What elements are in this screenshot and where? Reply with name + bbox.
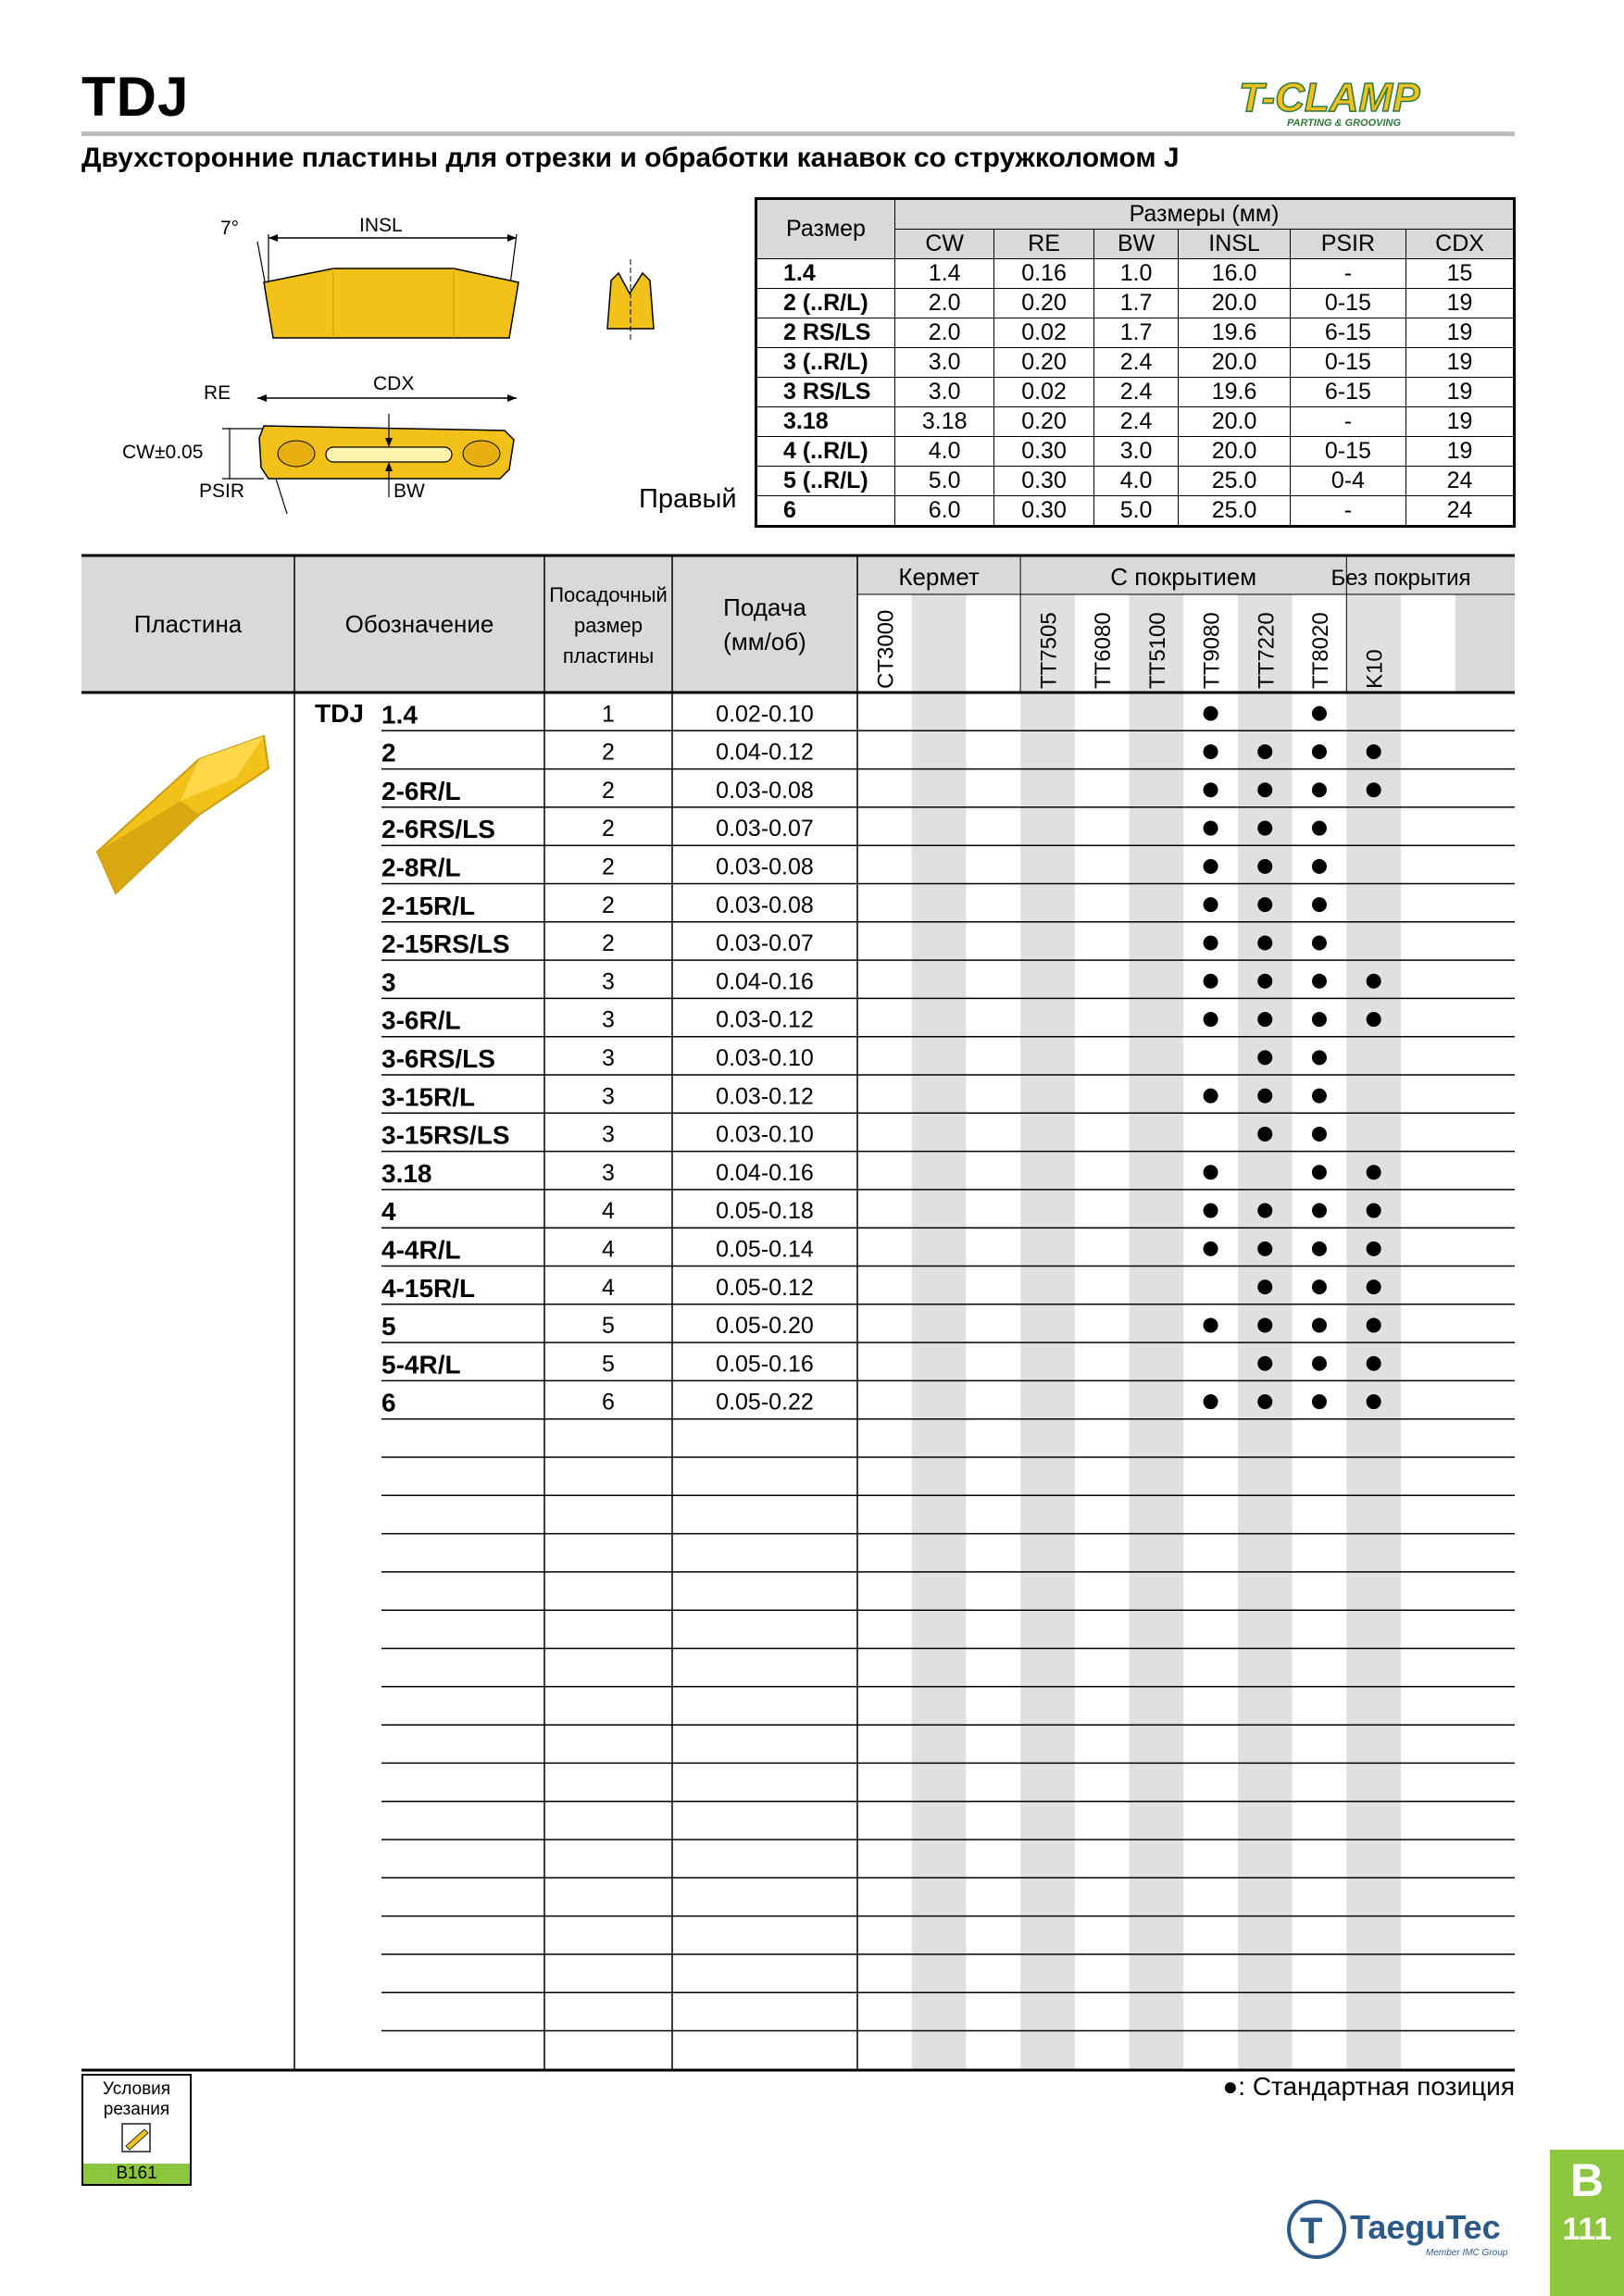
dim-value: 0.30 — [994, 496, 1093, 527]
header-coated: С покрытием — [1110, 563, 1257, 591]
dim-col-header: CW — [895, 230, 994, 259]
availability-dot — [1312, 1204, 1327, 1218]
dim-value: 1.0 — [1093, 259, 1179, 289]
designation-code: 6 — [381, 1388, 396, 1417]
availability-dot — [1257, 1127, 1272, 1142]
feed-range: 0.05-0.12 — [716, 1274, 814, 1301]
dim-size: 3 RS/LS — [756, 378, 895, 407]
availability-dot — [1312, 1317, 1327, 1332]
dim-value: 20.0 — [1179, 348, 1290, 378]
dim-value: 19.6 — [1179, 318, 1290, 348]
availability-dot — [1257, 974, 1272, 989]
dim-value: 2.0 — [895, 318, 994, 348]
dim-size: 2 (..R/L) — [756, 289, 895, 318]
dim-value: 0.20 — [994, 348, 1093, 378]
header-uncoated: Без покрытия — [1330, 566, 1471, 591]
dim-size: 3.18 — [756, 407, 895, 437]
seat-size: 2 — [602, 739, 615, 766]
dim-value: 6-15 — [1290, 318, 1405, 348]
designation-code: 2-6R/L — [381, 776, 461, 805]
dim-value: 2.4 — [1093, 407, 1179, 437]
dim-value: 0-15 — [1290, 348, 1405, 378]
dim-value: 1.7 — [1093, 318, 1179, 348]
seat-size: 5 — [602, 1351, 615, 1378]
availability-dot — [1312, 821, 1327, 836]
header-feed: (мм/об) — [723, 628, 806, 655]
dim-value: 4.0 — [1093, 467, 1179, 496]
dim-value: 19 — [1406, 289, 1515, 318]
availability-dot — [1312, 1089, 1327, 1104]
feed-range: 0.04-0.16 — [716, 1159, 814, 1186]
dim-value: 0.16 — [994, 259, 1093, 289]
grade-label: TT7220 — [1254, 612, 1280, 689]
dim-value: - — [1290, 496, 1405, 527]
dim-value: 19 — [1406, 348, 1515, 378]
availability-dot — [1312, 1242, 1327, 1256]
availability-dot — [1204, 974, 1218, 989]
dim-value: - — [1290, 259, 1405, 289]
svg-text:T: T — [1300, 2211, 1323, 2252]
hand-label: Правый — [639, 484, 737, 514]
dim-value: 5.0 — [1093, 496, 1179, 527]
dim-value: 0-4 — [1290, 467, 1405, 496]
size-header: Размер — [756, 199, 895, 259]
dim-value: 20.0 — [1179, 407, 1290, 437]
feed-range: 0.05-0.14 — [716, 1236, 814, 1263]
logo-subtext: PARTING & GROOVING — [1287, 118, 1402, 129]
seat-size: 4 — [602, 1198, 615, 1225]
availability-dot — [1257, 1242, 1272, 1256]
feed-range: 0.03-0.10 — [716, 1045, 814, 1071]
dim-value: 3.0 — [1093, 437, 1179, 467]
seat-size: 2 — [602, 816, 615, 842]
header-seat: Посадочный — [549, 583, 668, 606]
availability-dot — [1312, 897, 1327, 912]
seat-size: 1 — [602, 701, 615, 728]
feed-range: 0.03-0.08 — [716, 854, 814, 880]
availability-dot — [1312, 935, 1327, 950]
conditions-ref: B161 — [83, 2164, 190, 2184]
designation-code: 3-6RS/LS — [381, 1044, 495, 1073]
dim-size: 2 RS/LS — [756, 318, 895, 348]
page-subtitle: Двухсторонние пластины для отрезки и обработки канавок со стружколомом J — [81, 143, 1180, 173]
designation-code: 2-8R/L — [381, 853, 461, 882]
dim-value: 16.0 — [1179, 259, 1290, 289]
seat-size: 3 — [602, 1083, 615, 1110]
grade-stripe — [1020, 594, 1075, 2070]
feed-range: 0.04-0.16 — [716, 968, 814, 995]
designation-code: 3-15R/L — [381, 1082, 476, 1112]
availability-dot — [1257, 782, 1272, 797]
feed-range: 0.03-0.10 — [716, 1121, 814, 1148]
dim-col-header: PSIR — [1290, 230, 1405, 259]
designation-code: 1.4 — [381, 700, 418, 730]
availability-dot — [1312, 706, 1327, 721]
dim-value: 0.20 — [994, 289, 1093, 318]
cutting-conditions-link[interactable] — [81, 2074, 192, 2186]
conditions-label: Условия резания — [102, 2079, 171, 2119]
feed-range: 0.03-0.07 — [716, 816, 814, 842]
dim-col-header: CDX — [1406, 230, 1515, 259]
seat-size: 2 — [602, 777, 615, 804]
availability-dot — [1257, 1394, 1272, 1409]
dim-size: 6 — [756, 496, 895, 527]
availability-dot — [1204, 859, 1218, 874]
re-label: RE — [204, 382, 231, 404]
dim-size: 3 (..R/L) — [756, 348, 895, 378]
dim-value: 3.18 — [895, 407, 994, 437]
availability-dot — [1204, 935, 1218, 950]
brand-name: TaeguTec — [1350, 2208, 1501, 2246]
seat-size: 3 — [602, 1121, 615, 1148]
dim-value: 20.0 — [1179, 289, 1290, 318]
dim-value: 0-15 — [1290, 437, 1405, 467]
dim-value: 1.7 — [1093, 289, 1179, 318]
dim-value: - — [1290, 407, 1405, 437]
dim-value: 24 — [1406, 496, 1515, 527]
availability-dot — [1367, 1317, 1381, 1332]
cdx-label: CDX — [373, 373, 415, 394]
availability-dot — [1367, 744, 1381, 759]
designation-prefix: TDJ — [315, 699, 364, 728]
header-seat: размер — [574, 614, 643, 637]
feed-range: 0.03-0.08 — [716, 777, 814, 804]
designation-code: 5-4R/L — [381, 1350, 461, 1379]
brand-sub: Member IMC Group — [1426, 2248, 1508, 2258]
insl-label: INSL — [359, 215, 403, 236]
dim-size: 4 (..R/L) — [756, 437, 895, 467]
designation-code: 4 — [381, 1197, 396, 1227]
availability-dot — [1204, 1089, 1218, 1104]
page-number: 111 — [1562, 2212, 1612, 2247]
availability-dot — [1312, 1394, 1327, 1409]
availability-dot — [1204, 782, 1218, 797]
availability-dot — [1367, 1279, 1381, 1294]
designation-code: 2-15R/L — [381, 891, 476, 920]
availability-dot — [1367, 1242, 1381, 1256]
header-cermet: Кермет — [898, 563, 980, 591]
seat-size: 3 — [602, 1045, 615, 1071]
seat-size: 4 — [602, 1236, 615, 1263]
grade-label: CT3000 — [873, 609, 899, 689]
grade-header-cell — [966, 594, 1020, 693]
dim-value: 2.0 — [895, 289, 994, 318]
dim-value: 6.0 — [895, 496, 994, 527]
designation-code: 2 — [381, 738, 396, 767]
dim-value: 0.20 — [994, 407, 1093, 437]
dimensions-group-header: Размеры (мм) — [895, 199, 1515, 230]
availability-dot — [1257, 1012, 1272, 1027]
dim-value: 0-15 — [1290, 289, 1405, 318]
availability-dot — [1204, 1394, 1218, 1409]
availability-dot — [1312, 782, 1327, 797]
dim-size: 5 (..R/L) — [756, 467, 895, 496]
dim-value: 0.02 — [994, 318, 1093, 348]
dim-value: 20.0 — [1179, 437, 1290, 467]
seat-size: 2 — [602, 930, 615, 957]
availability-dot — [1367, 1012, 1381, 1027]
designation-code: 3 — [381, 967, 396, 997]
dim-value: 25.0 — [1179, 496, 1290, 527]
designation-code: 2-15RS/LS — [381, 930, 510, 959]
logo-text: T-CLAMP — [1239, 75, 1420, 120]
availability-dot — [1257, 897, 1272, 912]
grade-label: TT7505 — [1036, 612, 1062, 689]
dim-value: 25.0 — [1179, 467, 1290, 496]
feed-range: 0.03-0.12 — [716, 1083, 814, 1110]
availability-dot — [1204, 1165, 1218, 1179]
availability-dot — [1312, 1279, 1327, 1294]
feed-range: 0.02-0.10 — [716, 701, 814, 728]
designation-code: 4-15R/L — [381, 1273, 476, 1303]
availability-dot — [1257, 1317, 1272, 1332]
availability-dot — [1312, 1050, 1327, 1065]
seat-size: 3 — [602, 1159, 615, 1186]
dim-value: 1.4 — [895, 259, 994, 289]
angle-label: 7° — [220, 218, 240, 239]
dim-value: 24 — [1406, 467, 1515, 496]
dim-col-header: INSL — [1179, 230, 1290, 259]
availability-dot — [1257, 1356, 1272, 1371]
dim-value: 3.0 — [895, 378, 994, 407]
availability-dot — [1367, 1204, 1381, 1218]
availability-dot — [1367, 974, 1381, 989]
designation-code: 5 — [381, 1312, 396, 1341]
seat-size: 3 — [602, 968, 615, 995]
availability-dot — [1257, 1089, 1272, 1104]
availability-dot — [1257, 1204, 1272, 1218]
availability-dot — [1312, 974, 1327, 989]
dim-value: 5.0 — [895, 467, 994, 496]
taegutec-logo — [1287, 2192, 1518, 2266]
availability-dot — [1367, 1165, 1381, 1179]
grade-stripe — [912, 594, 967, 2070]
dim-value: 19 — [1406, 407, 1515, 437]
seat-size: 4 — [602, 1274, 615, 1301]
page-title: TDJ — [81, 66, 190, 128]
grade-label: K10 — [1362, 649, 1388, 689]
bw-label: BW — [394, 480, 425, 502]
header-seat: пластины — [562, 644, 655, 668]
dim-col-header: RE — [994, 230, 1093, 259]
availability-dot — [1312, 1165, 1327, 1179]
grade-stripe — [1130, 594, 1184, 2070]
grade-header-cell — [1401, 594, 1455, 693]
dim-value: 4.0 — [895, 437, 994, 467]
conditions-icon — [109, 2120, 165, 2155]
availability-dot — [1257, 821, 1272, 836]
availability-dot — [1257, 859, 1272, 874]
seat-size: 3 — [602, 1006, 615, 1033]
feed-range: 0.05-0.20 — [716, 1313, 814, 1340]
feed-range: 0.04-0.12 — [716, 739, 814, 766]
feed-range: 0.05-0.18 — [716, 1198, 814, 1225]
availability-dot — [1204, 1012, 1218, 1027]
availability-dot — [1204, 1204, 1218, 1218]
designation-code: 2-6RS/LS — [381, 815, 495, 844]
seat-size: 5 — [602, 1313, 615, 1340]
designation-code: 3-6R/L — [381, 1005, 461, 1035]
dim-value: 19 — [1406, 318, 1515, 348]
dim-value: 3.0 — [895, 348, 994, 378]
availability-dot — [1312, 1012, 1327, 1027]
feed-range: 0.05-0.16 — [716, 1351, 814, 1378]
availability-dot — [1367, 1356, 1381, 1371]
availability-dot — [1257, 744, 1272, 759]
dim-value: 6-15 — [1290, 378, 1405, 407]
availability-dot — [1204, 706, 1218, 721]
availability-dot — [1204, 1242, 1218, 1256]
designation-code: 3-15RS/LS — [381, 1120, 510, 1150]
availability-dot — [1204, 1317, 1218, 1332]
availability-dot — [1367, 782, 1381, 797]
section-letter: B — [1569, 2154, 1605, 2206]
grade-label: TT6080 — [1091, 612, 1117, 689]
availability-dot — [1257, 935, 1272, 950]
header-insert: Пластина — [133, 610, 243, 638]
feed-range: 0.03-0.08 — [716, 892, 814, 918]
availability-dot — [1204, 897, 1218, 912]
feed-range: 0.05-0.22 — [716, 1389, 814, 1416]
availability-dot — [1204, 821, 1218, 836]
designation-code: 4-4R/L — [381, 1235, 461, 1265]
dim-value: 0.02 — [994, 378, 1093, 407]
dim-value: 2.4 — [1093, 348, 1179, 378]
header-designation: Обозначение — [344, 610, 494, 638]
availability-dot — [1204, 744, 1218, 759]
seat-size: 2 — [602, 892, 615, 918]
dim-value: 0.30 — [994, 437, 1093, 467]
availability-dot — [1367, 1394, 1381, 1409]
dim-value: 19.6 — [1179, 378, 1290, 407]
feed-range: 0.03-0.07 — [716, 930, 814, 957]
dim-value: 2.4 — [1093, 378, 1179, 407]
header-feed: Подача — [723, 593, 806, 621]
insert-photo — [88, 713, 273, 898]
availability-dot — [1312, 859, 1327, 874]
designation-code: 3.18 — [381, 1158, 432, 1188]
dim-value: 19 — [1406, 437, 1515, 467]
availability-dot — [1312, 744, 1327, 759]
availability-dot — [1257, 1050, 1272, 1065]
seat-size: 2 — [602, 854, 615, 880]
legend-note: ●: Стандартная позиция — [1222, 2072, 1515, 2101]
dim-value: 19 — [1406, 378, 1515, 407]
dim-col-header: BW — [1093, 230, 1179, 259]
section-tab — [1550, 2150, 1624, 2296]
seat-size: 6 — [602, 1389, 615, 1416]
cw-label: CW±0.05 — [122, 442, 204, 463]
dim-value: 15 — [1406, 259, 1515, 289]
availability-dot — [1312, 1356, 1327, 1371]
psir-label: PSIR — [199, 480, 245, 502]
grade-label: TT8020 — [1307, 612, 1333, 689]
feed-range: 0.03-0.12 — [716, 1006, 814, 1033]
availability-dot — [1312, 1127, 1327, 1142]
availability-dot — [1257, 1279, 1272, 1294]
grade-label: TT5100 — [1144, 612, 1170, 689]
dim-value: 0.30 — [994, 467, 1093, 496]
dim-size: 1.4 — [756, 259, 895, 289]
grade-label: TT9080 — [1199, 612, 1225, 689]
